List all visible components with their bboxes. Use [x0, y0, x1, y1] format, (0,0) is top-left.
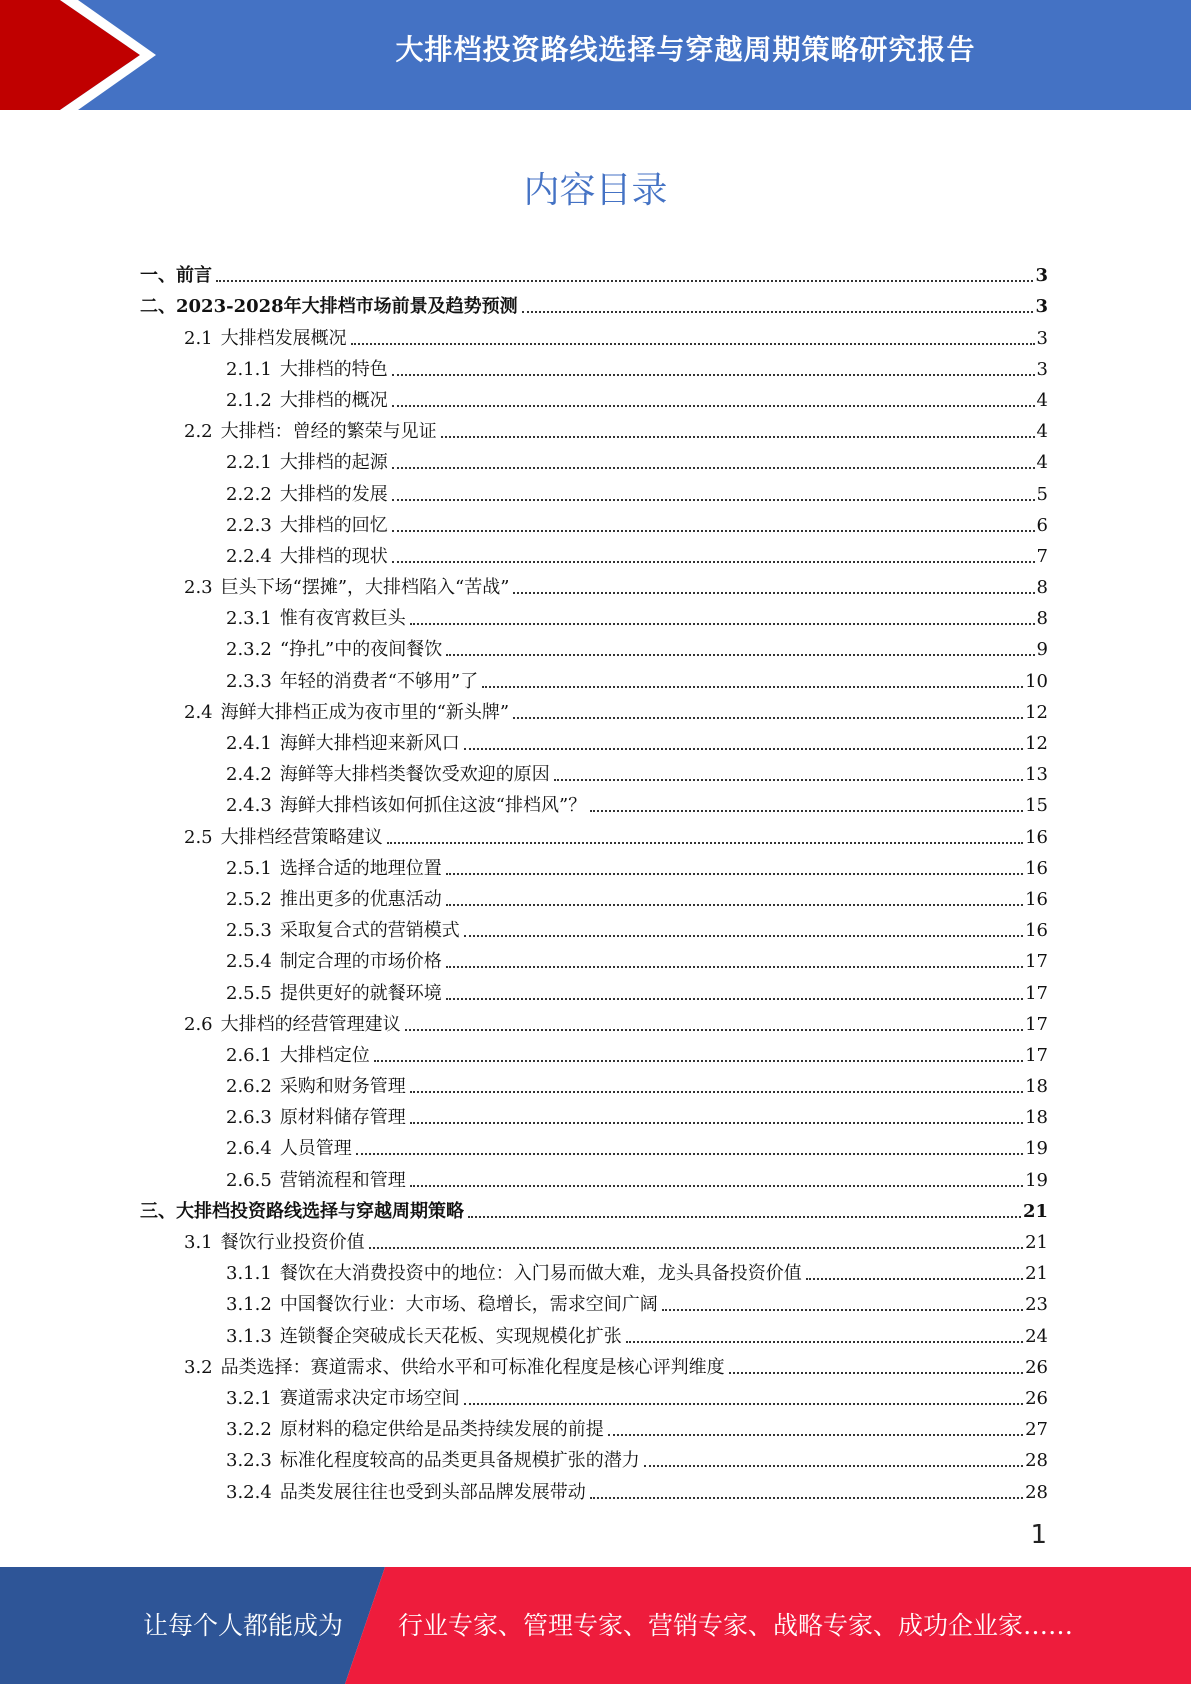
toc-entry-label: 品类选择：赛道需求、供给水平和可标准化程度是核心评判维度: [220, 1356, 725, 1378]
toc-entry-page: 10: [1025, 670, 1048, 692]
toc-entry-page: 21: [1025, 1232, 1048, 1253]
toc-entry-number: 2.3.3: [226, 670, 272, 692]
toc-entry-page: 21: [1025, 1263, 1048, 1285]
toc-leader-dots: [590, 1497, 1023, 1499]
toc-entry-label: 营销流程和管理: [279, 1169, 406, 1191]
toc-entry-number: 2.5.3: [226, 920, 272, 942]
toc-entry-number: 3.1.3: [226, 1325, 272, 1347]
toc-entry[interactable]: [140, 1379, 1048, 1410]
toc-entry-number: 2.1.1: [226, 358, 272, 380]
toc-entry-page: 17: [1025, 1044, 1048, 1066]
toc-entry-page: 23: [1025, 1294, 1048, 1316]
toc-entry-label: 海鲜大排档该如何抓住这波“排档风”？: [279, 795, 587, 817]
toc-entry[interactable]: [140, 256, 1048, 287]
toc-entry-label: 提供更好的就餐环境: [279, 982, 442, 1004]
toc-entry-label: 大排档的现状: [279, 545, 388, 567]
toc-entry-number: 3.2: [184, 1356, 213, 1378]
toc-entry-label: 采取复合式的营销模式: [279, 920, 460, 942]
toc-leader-dots: [729, 1372, 1023, 1374]
toc-entry-number: 2.4: [184, 701, 213, 723]
toc-entry-label: 大排档的经营管理建议: [220, 1013, 401, 1035]
toc-entry[interactable]: [140, 506, 1048, 537]
toc-entry-label: 大排档的发展: [279, 483, 388, 505]
toc-entry-label: 惟有夜宵救巨头: [279, 608, 406, 630]
toc-entry-page: 21: [1022, 1200, 1048, 1222]
toc-leader-dots: [441, 436, 1035, 438]
toc-entry-number: 2.4.2: [226, 764, 272, 786]
toc-entry[interactable]: [140, 1316, 1048, 1347]
toc-entry-page: 3: [1036, 327, 1048, 349]
toc-entry-page: 17: [1025, 982, 1048, 1004]
toc-entry-page: 24: [1025, 1325, 1048, 1347]
header-title: 大排档投资路线选择与穿越周期策略研究报告: [395, 33, 976, 66]
toc-entry-number: 3.1.1: [226, 1263, 272, 1285]
toc-entry-label: 海鲜大排档正成为夜市里的“新头牌”: [220, 701, 510, 723]
toc-leader-dots: [410, 1122, 1023, 1124]
toc-entry-label: 连锁餐企突破成长天花板、实现规模化扩张: [279, 1325, 622, 1347]
toc-entry-label: 原材料的稳定供给是品类持续发展的前提: [279, 1419, 604, 1441]
toc-entry-label: 选择合适的地理位置: [279, 857, 442, 879]
toc-entry[interactable]: [140, 1129, 1048, 1160]
footer-slogan-left: 让每个人都能成为: [143, 1611, 344, 1640]
toc-leader-dots: [410, 1091, 1023, 1093]
toc-entry-number: 2.3.2: [226, 639, 272, 661]
toc-entry-number: 2.2.1: [226, 452, 272, 474]
toc-entry-page: 4: [1036, 452, 1048, 474]
toc-entry[interactable]: [140, 287, 1048, 318]
toc-entry-label: 大排档投资路线选择与穿越周期策略: [176, 1200, 464, 1222]
toc-leader-dots: [369, 1247, 1023, 1249]
toc-leader-dots: [513, 717, 1023, 719]
toc-leader-dots: [351, 343, 1035, 345]
toc-entry[interactable]: [140, 630, 1048, 661]
toc-entry-number: 2.5: [184, 826, 213, 848]
toc-leader-dots: [446, 966, 1023, 968]
toc-entry[interactable]: [140, 973, 1048, 1004]
page-header: [0, 0, 1191, 110]
toc-entry-label: 年轻的消费者“不够用”了: [279, 670, 479, 692]
toc-leader-dots: [590, 810, 1023, 812]
toc-entry-page: 19: [1025, 1169, 1048, 1191]
toc-entry[interactable]: [140, 350, 1048, 381]
toc-entry[interactable]: [140, 443, 1048, 474]
toc-entry[interactable]: [140, 786, 1048, 817]
toc-entry-number: 3.1: [184, 1232, 213, 1253]
toc-leader-dots: [410, 1185, 1023, 1187]
toc-entry-label: 大排档发展概况: [220, 327, 347, 349]
toc-entry-page: 17: [1025, 1013, 1048, 1035]
toc-entry[interactable]: [140, 817, 1048, 848]
toc-entry-page: 16: [1025, 857, 1048, 879]
toc-entry-number: 2.1: [184, 327, 213, 349]
toc-entry-label: 大排档的概况: [279, 389, 388, 411]
toc-entry-label: 制定合理的市场价格: [279, 951, 442, 973]
toc-entry-number: 2.2.3: [226, 514, 272, 536]
table-of-contents: [140, 256, 1048, 1504]
toc-entry-label: 2023-2028年大排档市场前景及趋势预测: [176, 296, 518, 318]
toc-entry-number: 2.5.5: [226, 982, 272, 1004]
toc-leader-dots: [405, 1029, 1023, 1031]
toc-entry[interactable]: [140, 1348, 1048, 1379]
toc-entry-page: 3: [1035, 296, 1048, 318]
toc-entry-page: 27: [1025, 1419, 1048, 1441]
toc-entry-label: 大排档的回忆: [279, 514, 388, 536]
toc-entry-label: 采购和财务管理: [279, 1076, 406, 1098]
toc-entry-label: 标准化程度较高的品类更具备规模扩张的潜力: [279, 1450, 640, 1472]
toc-leader-dots: [554, 779, 1023, 781]
toc-entry-number: 2.5.4: [226, 951, 272, 973]
toc-entry[interactable]: [140, 911, 1048, 942]
toc-leader-dots: [482, 686, 1023, 688]
toc-entry-number: 2.6: [184, 1013, 213, 1035]
toc-entry-page: 6: [1036, 514, 1048, 536]
toc-title: 内容目录: [523, 170, 668, 211]
toc-entry-number: 2.6.3: [226, 1107, 272, 1129]
toc-entry-number: 2.2.4: [226, 545, 272, 567]
toc-leader-dots: [446, 998, 1023, 1000]
toc-entry-number: 2.5.2: [226, 888, 272, 910]
toc-entry[interactable]: [140, 693, 1048, 724]
toc-entry-number: 2.6.5: [226, 1169, 272, 1191]
footer-slogan-right: 行业专家、管理专家、营销专家、战略专家、成功企业家……: [398, 1611, 1074, 1640]
toc-entry[interactable]: [140, 1223, 1048, 1254]
toc-entry[interactable]: [140, 1410, 1048, 1441]
toc-entry-number: 三、: [140, 1200, 176, 1222]
toc-entry[interactable]: [140, 1098, 1048, 1129]
toc-entry[interactable]: [140, 412, 1048, 443]
toc-entry-number: 2.2.2: [226, 483, 272, 505]
toc-entry[interactable]: [140, 1441, 1048, 1472]
toc-leader-dots: [468, 1216, 1021, 1218]
toc-entry[interactable]: [140, 1036, 1048, 1067]
toc-entry-number: 3.2.1: [226, 1387, 272, 1409]
toc-entry-page: 4: [1036, 389, 1048, 411]
toc-entry-number: 2.5.1: [226, 857, 272, 879]
toc-entry[interactable]: [140, 1254, 1048, 1285]
toc-entry-label: “挣扎”中的夜间餐饮: [279, 639, 443, 661]
toc-leader-dots: [446, 873, 1023, 875]
toc-entry-page: 26: [1025, 1356, 1048, 1378]
toc-entry[interactable]: [140, 942, 1048, 973]
toc-entry[interactable]: [140, 381, 1048, 412]
toc-leader-dots: [392, 374, 1035, 376]
toc-entry-number: 3.1.2: [226, 1294, 272, 1316]
toc-entry-page: 26: [1025, 1387, 1048, 1409]
toc-leader-dots: [464, 935, 1023, 937]
toc-leader-dots: [392, 530, 1035, 532]
toc-entry[interactable]: [140, 568, 1048, 599]
toc-entry-page: 18: [1025, 1076, 1048, 1098]
toc-entry-page: 16: [1025, 826, 1048, 848]
toc-entry-number: 2.3: [184, 577, 213, 599]
toc-leader-dots: [446, 654, 1034, 656]
toc-entry-page: 12: [1025, 733, 1048, 754]
toc-entry-page: 15: [1025, 795, 1048, 817]
toc-leader-dots: [446, 904, 1023, 906]
toc-entry[interactable]: [140, 599, 1048, 630]
toc-entry-number: 3.2.4: [226, 1481, 272, 1503]
toc-entry-page: 13: [1025, 764, 1048, 786]
toc-leader-dots: [806, 1278, 1023, 1280]
toc-entry-label: 餐饮在大消费投资中的地位：入门易而做大难，龙头具备投资价值: [279, 1263, 802, 1285]
toc-entry[interactable]: [140, 1472, 1048, 1503]
toc-entry-label: 巨头下场“摆摊”，大排档陷入“苦战”: [220, 577, 510, 599]
toc-leader-dots: [464, 1403, 1023, 1405]
toc-entry-page: 19: [1025, 1138, 1048, 1160]
toc-entry-number: 二、: [140, 296, 176, 318]
toc-entry-label: 大排档经营策略建议: [220, 826, 383, 848]
toc-entry[interactable]: [140, 1067, 1048, 1098]
toc-entry-number: 2.6.2: [226, 1076, 272, 1098]
toc-entry[interactable]: [140, 474, 1048, 505]
toc-entry-page: 8: [1036, 608, 1048, 630]
toc-leader-dots: [392, 499, 1035, 501]
toc-entry-page: 9: [1036, 639, 1048, 661]
toc-entry-label: 中国餐饮行业：大市场、稳增长，需求空间广阔: [279, 1294, 658, 1316]
toc-leader-dots: [522, 311, 1034, 313]
toc-entry-number: 2.4.1: [226, 733, 272, 754]
toc-entry-label: 大排档：曾经的繁荣与见证: [220, 421, 437, 443]
toc-entry-label: 海鲜等大排档类餐饮受欢迎的原因: [279, 764, 550, 786]
toc-entry[interactable]: [140, 537, 1048, 568]
toc-leader-dots: [464, 748, 1023, 750]
toc-entry-label: 赛道需求决定市场空间: [279, 1387, 460, 1409]
toc-entry[interactable]: [140, 1285, 1048, 1316]
toc-leader-dots: [392, 405, 1035, 407]
toc-leader-dots: [392, 561, 1035, 563]
toc-entry-page: 18: [1025, 1107, 1048, 1129]
toc-leader-dots: [644, 1465, 1023, 1467]
toc-entry-number: 2.1.2: [226, 389, 272, 411]
toc-leader-dots: [626, 1341, 1023, 1343]
toc-entry-number: 2.3.1: [226, 608, 272, 630]
toc-entry-page: 28: [1025, 1481, 1048, 1503]
toc-entry[interactable]: [140, 1005, 1048, 1036]
toc-entry-label: 海鲜大排档迎来新风口: [279, 733, 460, 754]
toc-leader-dots: [387, 842, 1023, 844]
toc-leader-dots: [392, 467, 1035, 469]
toc-entry[interactable]: [140, 661, 1048, 692]
toc-entry-page: 16: [1025, 888, 1048, 910]
toc-entry-label: 大排档的起源: [279, 452, 388, 474]
toc-entry[interactable]: [140, 724, 1048, 755]
toc-entry-label: 大排档的特色: [279, 358, 388, 380]
toc-entry-page: 16: [1025, 920, 1048, 942]
toc-entry-page: 12: [1025, 701, 1048, 723]
toc-entry[interactable]: [140, 1160, 1048, 1191]
toc-entry-page: 3: [1036, 358, 1048, 380]
toc-entry-label: 原材料储存管理: [279, 1107, 406, 1129]
toc-entry-page: 17: [1025, 951, 1048, 973]
toc-entry-number: 2.2: [184, 421, 213, 443]
toc-entry-number: 一、: [140, 265, 176, 287]
toc-entry[interactable]: [140, 318, 1048, 349]
toc-entry[interactable]: [140, 1192, 1048, 1223]
toc-entry-page: 8: [1036, 577, 1048, 599]
page-footer: [0, 1567, 1191, 1684]
toc-entry-page: 7: [1036, 545, 1048, 567]
toc-entry-label: 人员管理: [279, 1138, 352, 1160]
toc-entry[interactable]: [140, 755, 1048, 786]
toc-entry-number: 2.6.1: [226, 1044, 272, 1066]
toc-entry-number: 3.2.2: [226, 1419, 272, 1441]
toc-entry-page: 3: [1035, 265, 1048, 287]
toc-entry-page: 4: [1036, 421, 1048, 443]
toc-leader-dots: [216, 280, 1033, 282]
toc-entry-label: 品类发展往往也受到头部品牌发展带动: [279, 1481, 586, 1503]
page-number: 1: [1030, 1520, 1047, 1550]
toc-entry-number: 2.4.3: [226, 795, 272, 817]
toc-entry[interactable]: [140, 849, 1048, 880]
toc-leader-dots: [662, 1309, 1023, 1311]
toc-entry-page: 5: [1036, 483, 1048, 505]
toc-leader-dots: [356, 1153, 1023, 1155]
toc-entry-label: 推出更多的优惠活动: [279, 888, 442, 910]
toc-leader-dots: [608, 1434, 1023, 1436]
toc-entry-number: 2.6.4: [226, 1138, 272, 1160]
toc-entry-label: 前言: [176, 265, 212, 287]
toc-entry[interactable]: [140, 880, 1048, 911]
toc-leader-dots: [374, 1060, 1023, 1062]
toc-entry-page: 28: [1025, 1450, 1048, 1472]
toc-entry-label: 餐饮行业投资价值: [220, 1232, 365, 1253]
toc-leader-dots: [410, 623, 1035, 625]
toc-entry-number: 3.2.3: [226, 1450, 272, 1472]
toc-leader-dots: [513, 592, 1034, 594]
toc-entry-label: 大排档定位: [279, 1044, 370, 1066]
